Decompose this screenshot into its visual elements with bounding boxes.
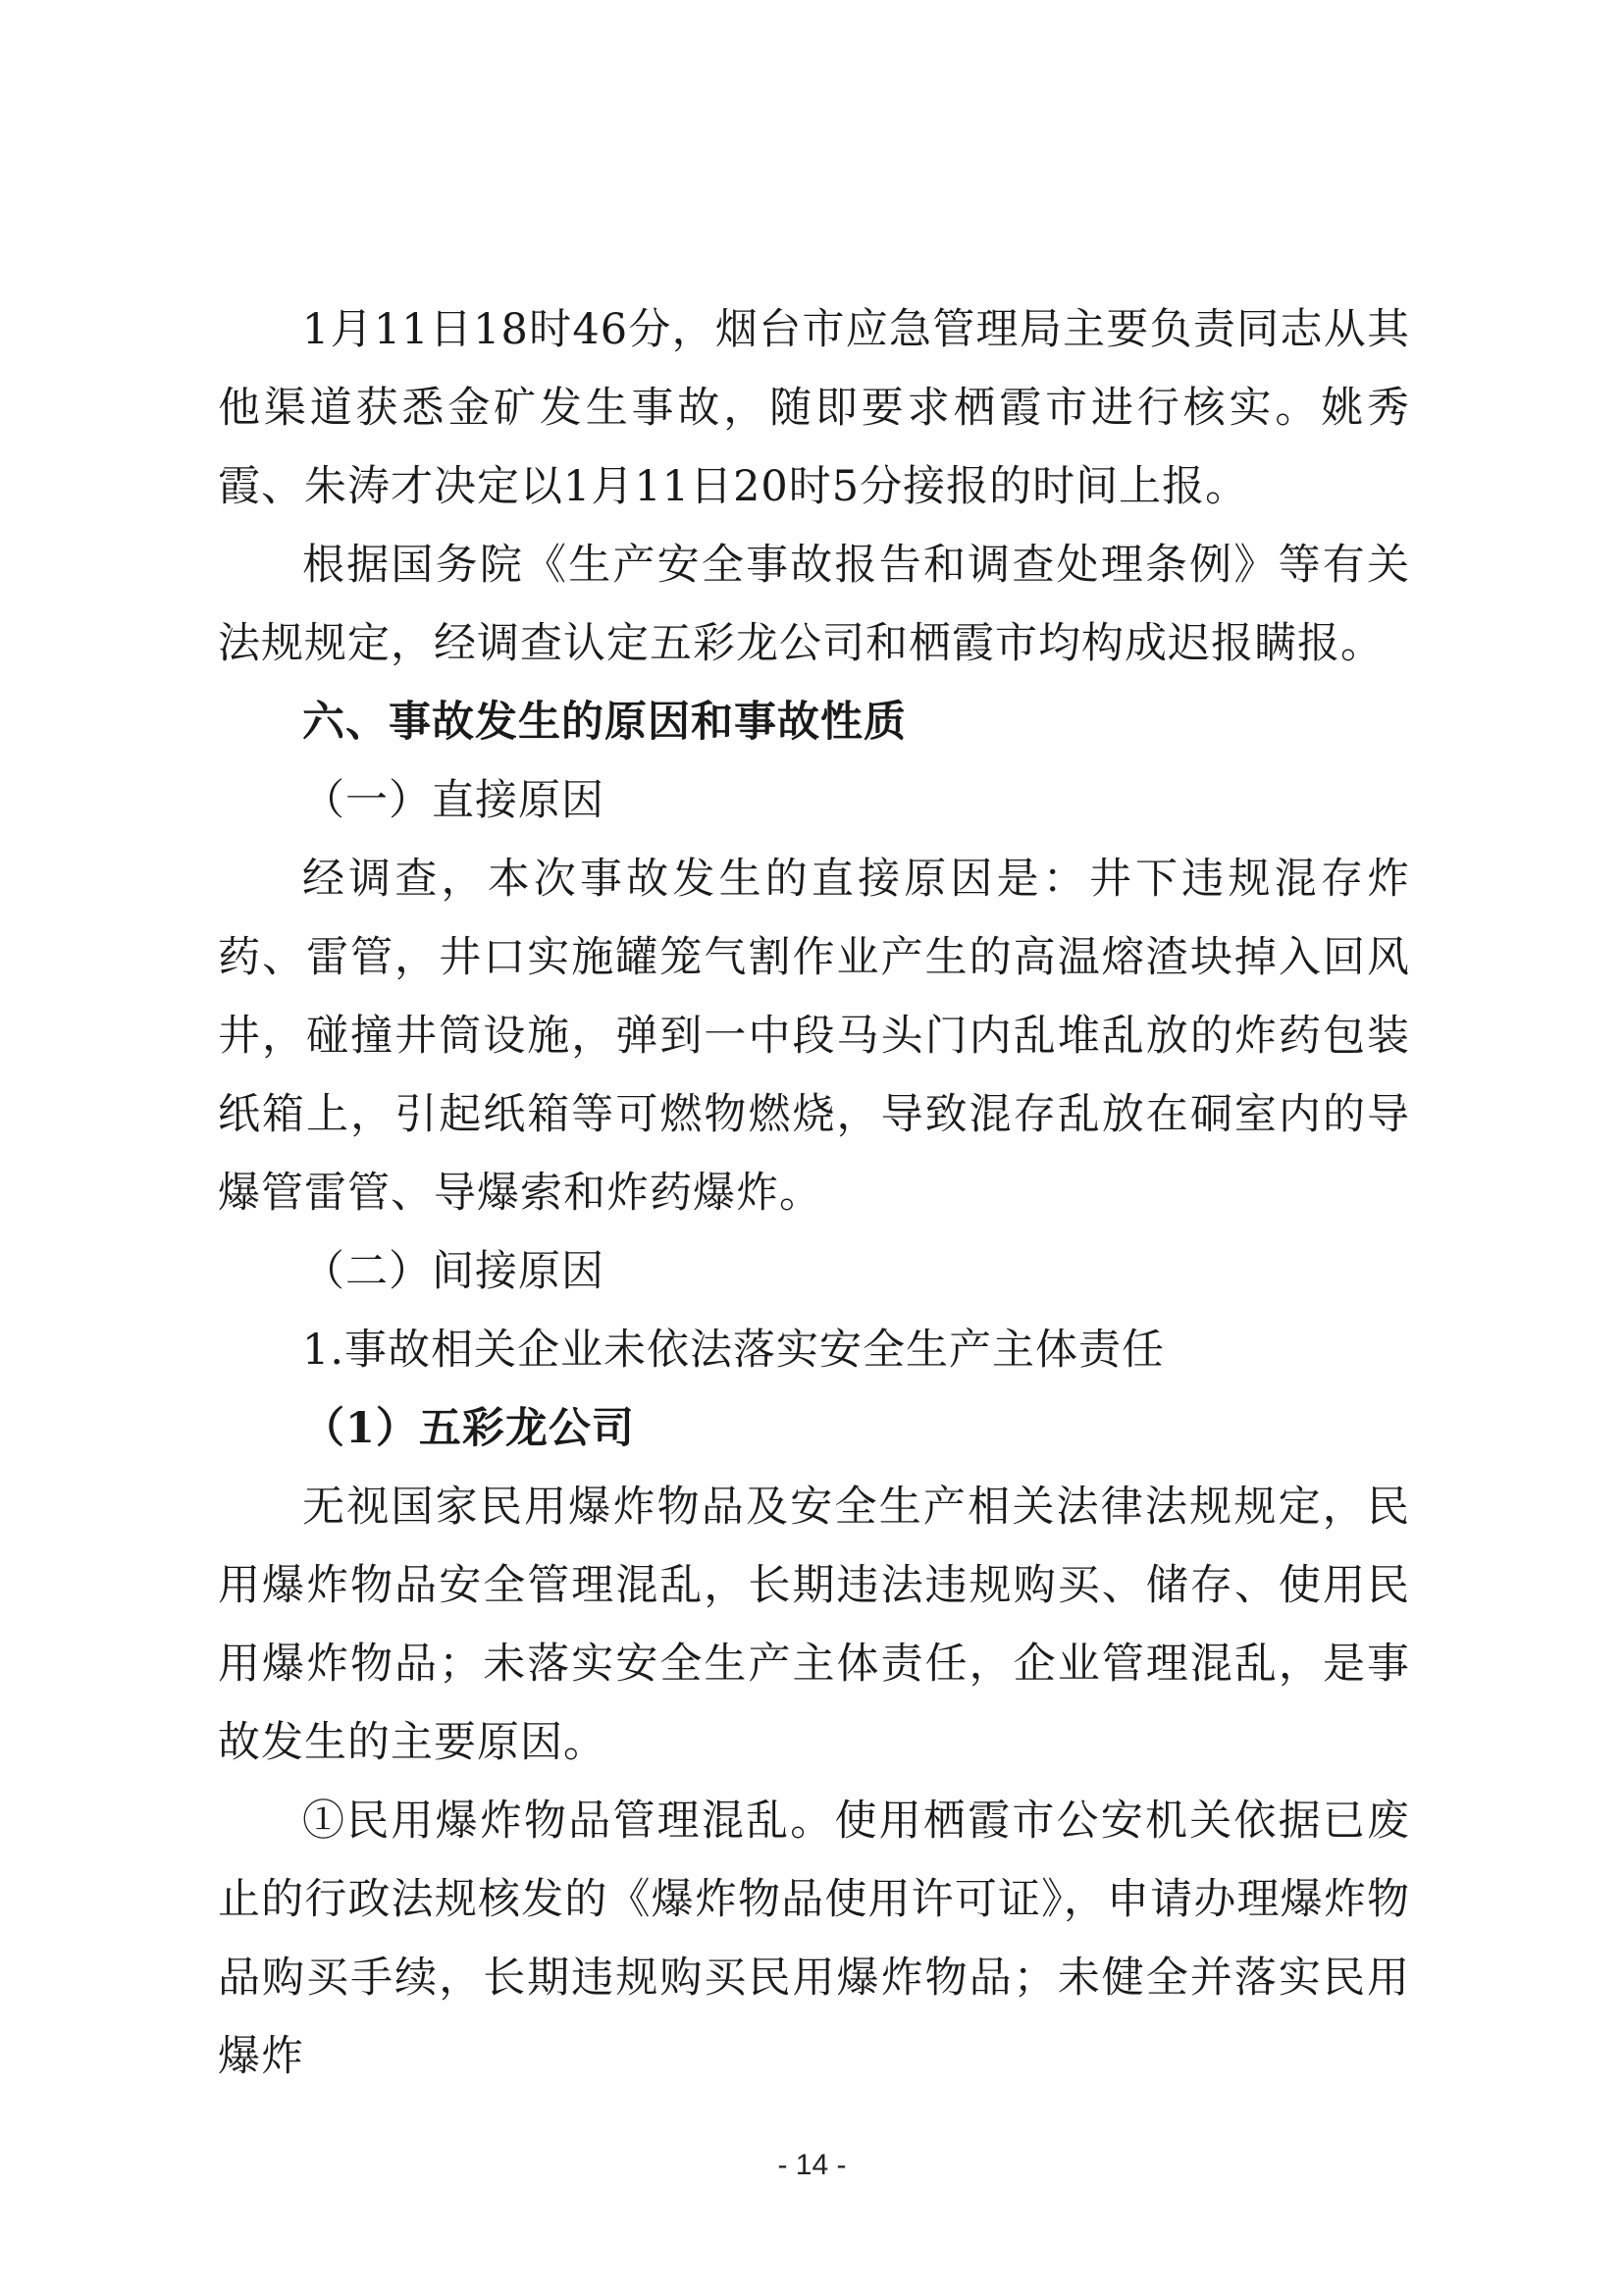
paragraph-report-time: 1月11日18时46分，烟台市应急管理局主要负责同志从其他渠道获悉金矿发生事故，随即要求栖霞市进行核实。姚秀霞、朱涛才决定以1月11日20时5分接报的时间上报。 [218, 305, 1410, 511]
subheading-direct-cause: （一）直接原因 [302, 776, 604, 825]
paragraph-explosives-management: ①民用爆炸物品管理混乱。使用栖霞市公安机关依据已废止的行政法规核发的《爆炸物品使用许可证》，申请办理爆炸物品购买手续，长期违规购买民用爆炸物品；未健全并落实民用爆炸 [218, 1797, 1410, 2081]
section-heading-causes: 六、事故发生的原因和事故性质 [302, 698, 907, 747]
document-body [218, 290, 1410, 2096]
subheading-indirect-cause: （二）间接原因 [302, 1247, 604, 1296]
subheading-company: （1）五彩龙公司 [302, 1404, 635, 1453]
subheading-enterprise-responsibility: 1.事故相关企业未依法落实安全生产主体责任 [302, 1326, 1166, 1375]
paragraph-company-violations: 无视国家民用爆炸物品及安全生产相关法律法规规定，民用爆炸物品安全管理混乱，长期违法违规购买、储存、使用民用爆炸物品；未落实安全生产主体责任，企业管理混乱，是事故发生的主要原因。 [218, 1483, 1410, 1767]
page-number: - 14 - [777, 2149, 847, 2181]
paragraph-regulation: 根据国务院《生产安全事故报告和调查处理条例》等有关法规规定，经调查认定五彩龙公司和栖霞市均构成迟报瞒报。 [218, 541, 1410, 668]
paragraph-direct-cause: 经调查，本次事故发生的直接原因是：井下违规混存炸药、雷管，井口实施罐笼气割作业产生的高温熔渣块掉入回风井，碰撞井筒设施，弹到一中段马头门内乱堆乱放的炸药包装纸箱上，引起纸箱等可燃物燃烧，导致混存乱放在硐室内的导爆管雷管、导爆索和炸药爆炸。 [218, 855, 1410, 1218]
